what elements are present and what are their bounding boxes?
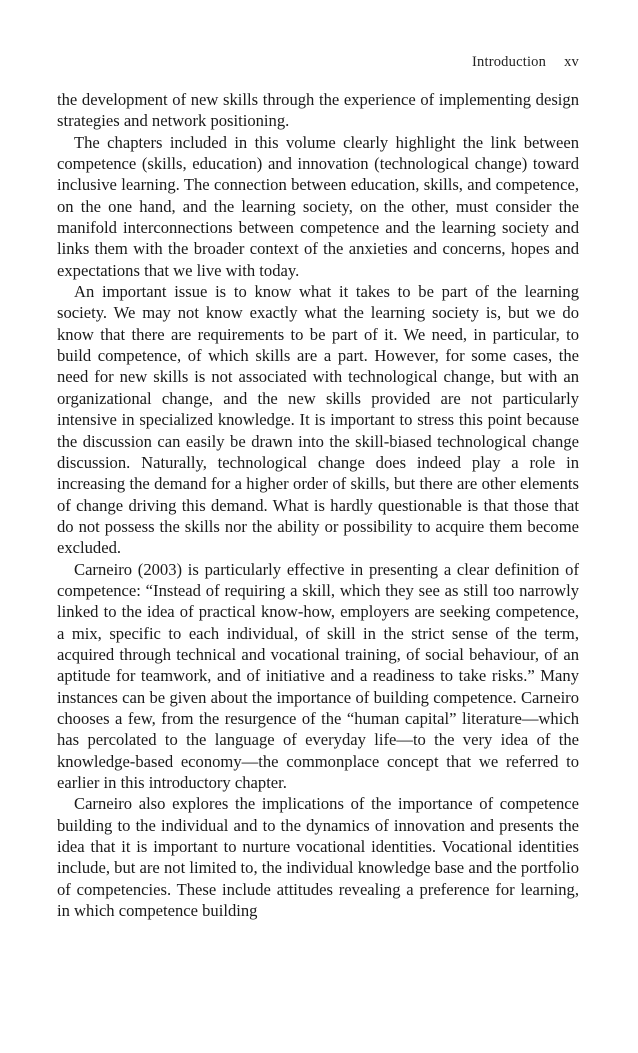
- paragraph: Carneiro also explores the implications of the importance of competence building to the individual and to the dynamics of innovation and presents the idea that it is important to nurture vocational identities. Vocational identities include, but are not limited to, the individual knowledge base and the portfolio of competencies. These include attitudes revealing a preference for learning, in which competence building: [57, 794, 579, 921]
- paragraph: An important issue is to know what it takes to be part of the learning society. We may not know exactly what the learning society is, but we do know that there are requirements to be part of it. We need, in particular, to build competence, of which skills are a part. However, for some cases, the need for new skills is not associated with technological change, but with an organizational change, and the new skills provided are not particularly intensive in specialized knowledge. It is important to stress this point because the discussion can easily be drawn into the skill-biased technological change discussion. Naturally, technological change does indeed play a role in increasing the demand for a higher order of skills, but there are other elements of change driving this demand. What is hardly questionable is that those that do not possess the skills nor the ability or possibility to acquire them become excluded.: [57, 282, 579, 558]
- paragraph-continued: the development of new skills through the experience of implementing design strategies and network positioning.: [57, 90, 579, 131]
- body-text: [57, 89, 579, 921]
- page-number: xv: [564, 54, 579, 70]
- chapter-title: Introduction: [472, 54, 547, 70]
- paragraph: The chapters included in this volume clearly highlight the link between competence (skills, education) and innovation (technological change) toward inclusive learning. The connection between education, skills, and competence, on the one hand, and the learning society, on the other, must consider the manifold interconnections between competence and the learning society and links them with the broader context of the anxieties and concerns, hopes and expectations that we live with today.: [57, 132, 579, 280]
- paragraph: Carneiro (2003) is particularly effective in presenting a clear definition of competence: “Instead of requiring a skill, which they see as still too narrowly linked to the idea of practical know-how, employers are seeking competence, a mix, specific to each individual, of skill in the strict sense of the term, acquired through technical and vocational training, of social behaviour, of an aptitude for teamwork, and of initiative and a readiness to take risks.” Many instances can be given about the importance of building competence. Carneiro chooses a few, from the resurgence of the “human capital” literature—which has percolated to the language of everyday life—to the very idea of the knowledge-based economy—the commonplace concept that we referred to earlier in this introductory chapter.: [57, 559, 579, 792]
- running-head: [472, 54, 579, 71]
